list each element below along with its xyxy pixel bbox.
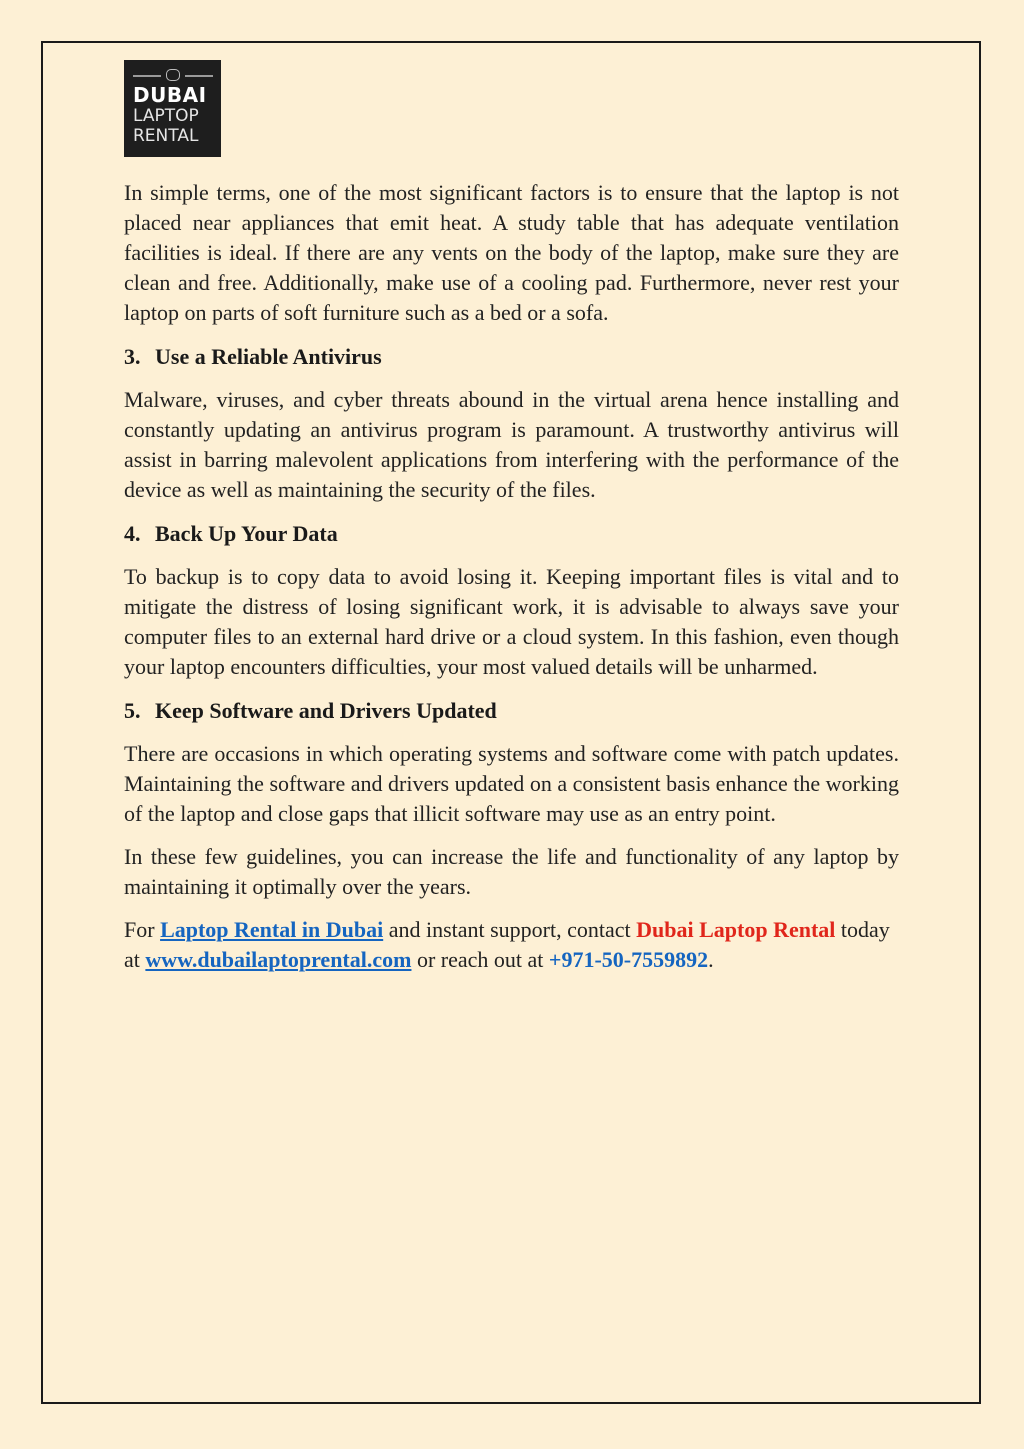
section-body-backup: To backup is to copy data to avoid losing it. Keeping important files is vital and to mitigate the distress of losing significant work, it is advisable to always save your computer files to an external hard drive or a cloud system. In this fashion, even though your laptop encounters difficulties, your most valued details will be unharmed.	[124, 564, 899, 679]
document-content	[124, 60, 899, 975]
section-heading-backup: 4. Back Up Your Data	[124, 521, 338, 546]
phone-number: +971-50-7559892	[548, 947, 709, 972]
section-heading-updates: 5. Keep Software and Drivers Updated	[124, 698, 497, 723]
conclusion-paragraph: In these few guidelines, you can increase the life and functionality of any laptop by maintaining it optimally over the years.	[124, 844, 899, 899]
logo-line-dubai: DUBAI	[133, 83, 207, 107]
website-link[interactable]: www.dubailaptoprental.com	[145, 947, 412, 972]
laptop-icon	[133, 68, 213, 84]
laptop-rental-link[interactable]: Laptop Rental in Dubai	[160, 917, 384, 942]
section-heading-antivirus: 3. Use a Reliable Antivirus	[124, 344, 382, 369]
logo-line-rental: RENTAL	[133, 126, 199, 146]
intro-paragraph: In simple terms, one of the most significant factors is to ensure that the laptop is not placed near appliances that emit heat. A study table that has adequate ventilation facilities is ideal. If there are any vents on the body of the laptop, make sure they are clean and free. Additionally, make use of a cooling pad. Furthermore, never rest your laptop on parts of soft furniture such as a bed or a sofa.	[124, 180, 899, 325]
logo-line-laptop: LAPTOP	[133, 106, 199, 126]
company-logo	[124, 60, 221, 157]
section-body-antivirus: Malware, viruses, and cyber threats abound in the virtual arena hence installing and constantly updating an antivirus program is paramount. A trustworthy antivirus will assist in barring malevolent applications from interfering with the performance of the device as well as maintaining the security of the files.	[124, 387, 899, 502]
brand-name: Dubai Laptop Rental	[636, 917, 836, 942]
contact-paragraph: For Laptop Rental in Dubai and instant support, contact Dubai Laptop Rental today at www.dubailaptoprental.com or reach out at +971-50-7559892.	[124, 917, 890, 972]
section-body-updates: There are occasions in which operating systems and software come with patch updates. Maintaining the software and drivers updated on a consistent basis enhance the working of the laptop and close gaps that illicit software may use as an entry point.	[124, 741, 899, 826]
